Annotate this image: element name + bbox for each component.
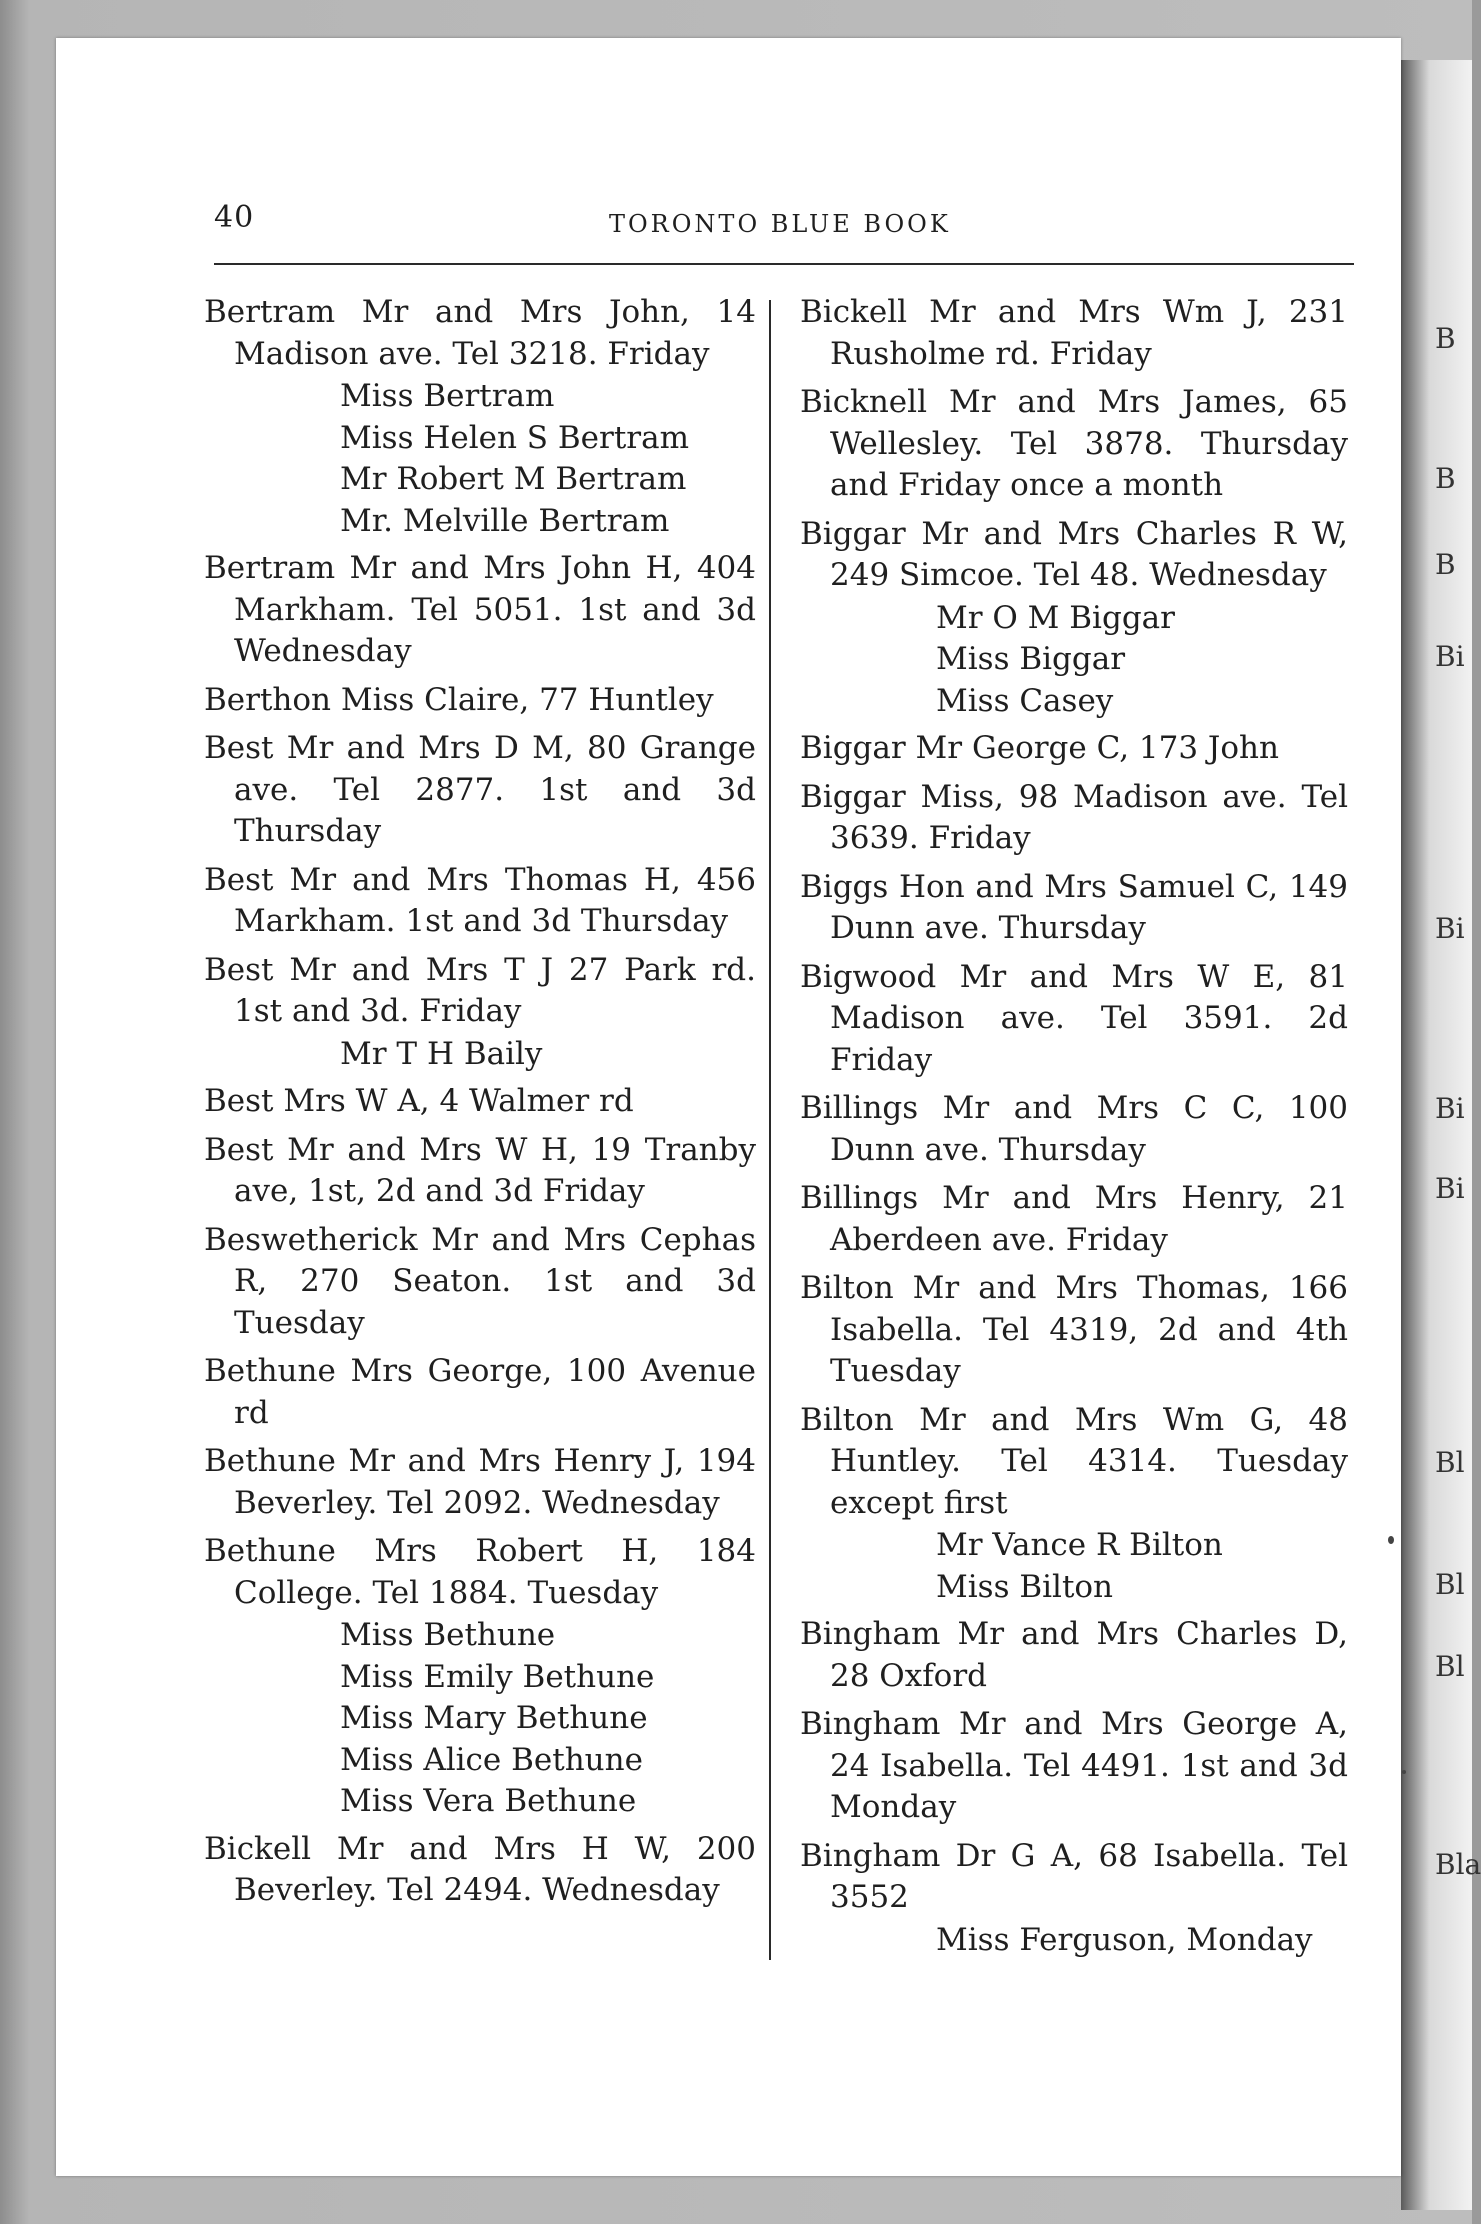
household-member: Miss Casey <box>936 682 1114 719</box>
directory-entry <box>800 1614 1348 1704</box>
directory-entry <box>800 1836 1348 1968</box>
entry-text: Bicknell Mr and Mrs James, 65 Wellesley. Tel 3878. Thursday and Friday once a month <box>800 384 1348 503</box>
household-member: Mr Robert M Bertram <box>340 461 687 497</box>
household-member: Miss Alice Bethune <box>340 1741 643 1778</box>
directory-entry <box>204 950 756 1082</box>
header-rule <box>214 263 1354 265</box>
entry-text: Best Mr and Mrs W H, 19 Tranby ave, 1st, 2d and 3d Friday <box>204 1131 756 1209</box>
adjacent-page-fragment: B <box>1435 322 1456 355</box>
page-number: 40 <box>214 200 255 235</box>
entry-text: Bilton Mr and Mrs Wm G, 48 Huntley. Tel 4314. Tuesday except first <box>800 1401 1348 1521</box>
directory-entry <box>800 777 1348 867</box>
entry-text: Best Mrs W A, 4 Walmer rd <box>204 1083 634 1119</box>
household-member: Miss Bethune <box>340 1617 556 1653</box>
entry-text: Best Mr and Mrs T J 27 Park rd. 1st and 3d. Friday <box>204 951 756 1029</box>
directory-entry <box>204 1441 756 1531</box>
household-member: Miss Ferguson, Monday <box>936 1921 1313 1958</box>
adjacent-page-edge <box>1401 60 1481 2210</box>
directory-entry <box>204 548 756 680</box>
household-member: Mr. Melville Bertram <box>340 502 670 539</box>
right-column <box>800 292 1348 1967</box>
entry-text: Billings Mr and Mrs Henry, 21 Aberdeen ave. Friday <box>800 1180 1348 1258</box>
entry-text: Best Mr and Mrs Thomas H, 456 Markham. 1st and 3d Thursday <box>204 861 756 939</box>
directory-entry <box>800 1268 1348 1400</box>
entry-text: Berthon Miss Claire, 77 Huntley <box>204 681 714 718</box>
adjacent-page-fragment: Bi <box>1435 1092 1465 1125</box>
adjacent-page-fragment: Bi <box>1435 1172 1465 1205</box>
entry-text: Beswetherick Mr and Mrs Cephas R, 270 Seaton. 1st and 3d Tuesday <box>204 1221 756 1341</box>
entry-text: Bickell Mr and Mrs Wm J, 231 Rusholme rd. Friday <box>800 294 1348 372</box>
adjacent-page-fragment: Bl <box>1435 1446 1465 1479</box>
directory-entry <box>204 1220 756 1352</box>
directory-entry <box>204 1081 756 1130</box>
entry-spacer <box>204 1913 756 1919</box>
adjacent-page-fragment: Bi <box>1435 912 1465 945</box>
entry-text: Bingham Dr G A, 68 Isabella. Tel 3552 <box>800 1837 1348 1915</box>
entry-text: Billings Mr and Mrs C C, 100 Dunn ave. Thursday <box>800 1090 1348 1168</box>
entry-text: Bethune Mrs George, 100 Avenue rd <box>204 1353 756 1431</box>
directory-entry <box>204 680 756 729</box>
adjacent-page-fragment: Bl <box>1435 1568 1465 1601</box>
entry-text: Bertram Mr and Mrs John H, 404 Markham. Tel 5051. 1st and 3d Wednesday <box>204 550 756 669</box>
adjacent-page-fragment: B <box>1435 462 1456 495</box>
household-member: Miss Mary Bethune <box>340 1700 648 1736</box>
scan-speck <box>1388 1536 1394 1544</box>
entry-text: Bilton Mr and Mrs Thomas, 166 Isabella. Tel 4319, 2d and 4th Tuesday <box>800 1270 1348 1389</box>
directory-entry <box>800 957 1348 1089</box>
directory-entry <box>204 292 756 548</box>
entry-text: Bickell Mr and Mrs H W, 200 Beverley. Tel 2494. Wednesday <box>204 1830 756 1908</box>
directory-entry <box>204 1351 756 1441</box>
entry-text: Biggs Hon and Mrs Samuel C, 149 Dunn ave. Thursday <box>800 868 1348 946</box>
directory-entry <box>800 1088 1348 1178</box>
directory-entry <box>800 728 1348 777</box>
directory-entry <box>204 1130 756 1220</box>
directory-entry <box>204 1829 756 1919</box>
household-member: Mr T H Baily <box>340 1035 543 1072</box>
entry-text: Bethune Mrs Robert H, 184 College. Tel 1884. Tuesday <box>204 1533 756 1611</box>
entry-text: Bingham Mr and Mrs Charles D, 28 Oxford <box>800 1616 1348 1694</box>
household-member: Miss Vera Bethune <box>340 1783 637 1819</box>
directory-entry <box>800 1400 1348 1615</box>
entry-text: Bertram Mr and Mrs John, 14 Madison ave. Tel 3218. Friday <box>204 294 756 372</box>
left-column <box>204 292 756 1919</box>
entry-text: Bigwood Mr and Mrs W E, 81 Madison ave. Tel 3591. 2d Friday <box>800 958 1348 1078</box>
household-member: Mr Vance R Bilton <box>936 1527 1223 1563</box>
directory-entry <box>800 1704 1348 1836</box>
running-title: TORONTO BLUE BOOK <box>609 210 951 238</box>
column-divider <box>769 300 771 1960</box>
directory-entry <box>204 1531 756 1829</box>
entry-text: Bingham Mr and Mrs George A, 24 Isabella. Tel 4491. 1st and 3d Monday <box>800 1706 1348 1825</box>
entry-text: Best Mr and Mrs D M, 80 Grange ave. Tel 2877. 1st and 3d Thursday <box>204 730 756 849</box>
directory-entry <box>204 728 756 860</box>
entry-text: Biggar Miss, 98 Madison ave. Tel 3639. Friday <box>800 778 1348 856</box>
entry-text: Biggar Mr and Mrs Charles R W, 249 Simcoe. Tel 48. Wednesday <box>800 515 1348 593</box>
adjacent-page-fragment: Bi <box>1435 640 1465 673</box>
directory-entry <box>204 860 756 950</box>
adjacent-page-fragment: Bla <box>1435 1848 1481 1881</box>
directory-entry <box>800 382 1348 514</box>
page-header <box>214 200 1354 260</box>
adjacent-page-fragment: B <box>1435 548 1456 581</box>
household-member: Miss Emily Bethune <box>340 1658 655 1695</box>
entry-text: Bethune Mr and Mrs Henry J, 194 Beverley. Tel 2092. Wednesday <box>204 1443 756 1521</box>
household-member: Miss Bertram <box>340 378 555 414</box>
directory-entry <box>800 514 1348 729</box>
household-member: Miss Bilton <box>936 1568 1114 1605</box>
household-member: Miss Biggar <box>936 641 1126 677</box>
directory-entry <box>800 1178 1348 1268</box>
entry-spacer <box>800 1961 1348 1967</box>
adjacent-page-fragment: Bl <box>1435 1650 1465 1683</box>
household-member: Mr O M Biggar <box>936 599 1175 636</box>
directory-entry <box>800 867 1348 957</box>
entry-text: Biggar Mr George C, 173 John <box>800 730 1279 766</box>
directory-entry <box>800 292 1348 382</box>
household-member: Miss Helen S Bertram <box>340 419 689 456</box>
scan-speck <box>1402 1770 1406 1774</box>
